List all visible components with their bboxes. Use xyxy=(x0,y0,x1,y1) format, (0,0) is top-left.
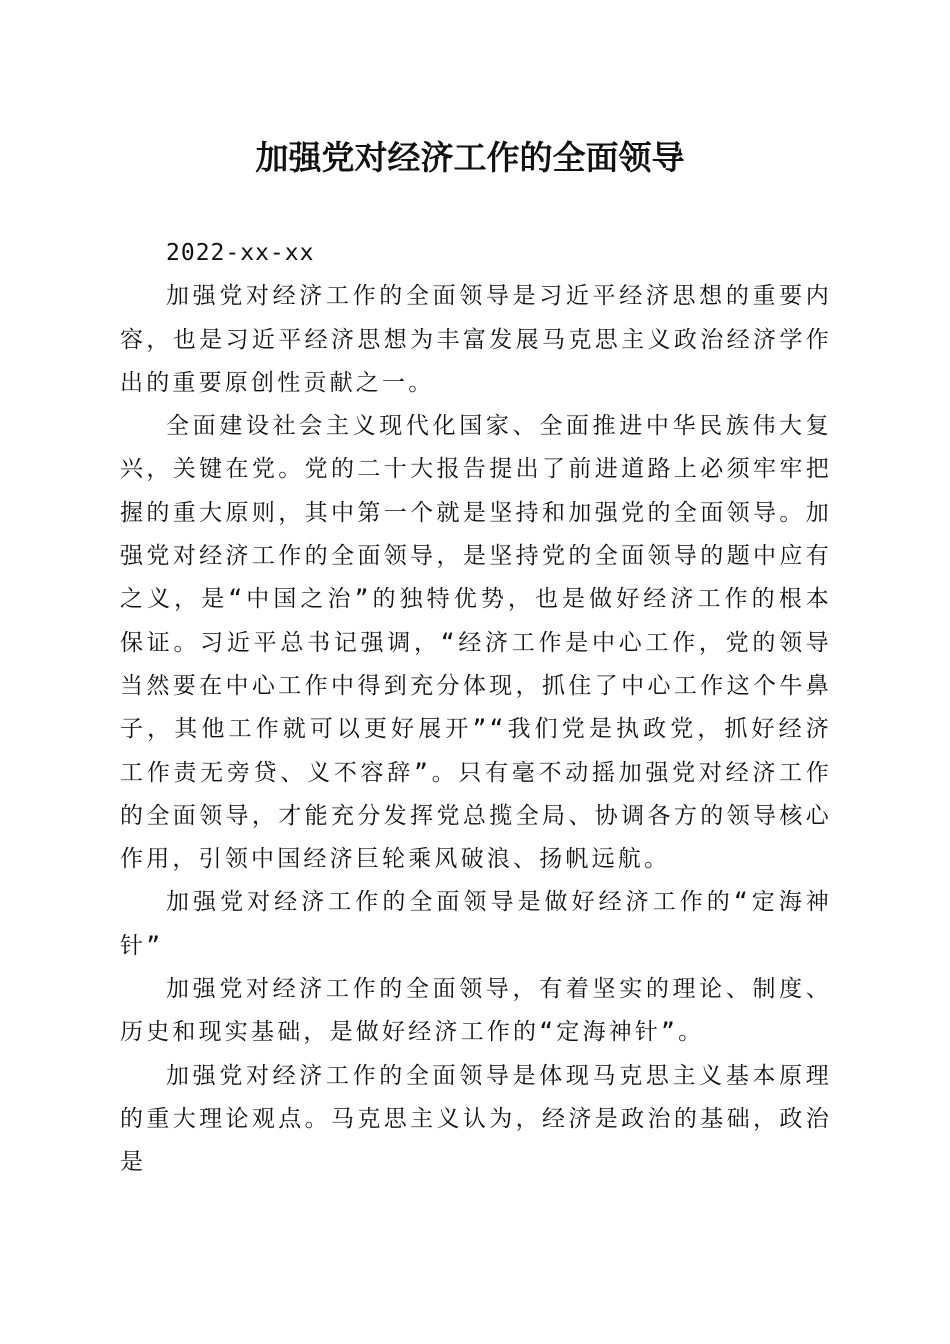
paragraph: 加强党对经济工作的全面领导是体现马克思主义基本原理的重大理论观点。马克思主义认为，经济是政治的基础，政治是 xyxy=(120,1062,832,1176)
paragraph: 加强党对经济工作的全面领导，有着坚实的理论、制度、历史和现实基础，是做好经济工作的“定海神针”。 xyxy=(120,976,832,1046)
document-title: 加强党对经济工作的全面领导 xyxy=(255,138,685,177)
document-body xyxy=(120,232,832,1185)
document-date: 2022-xx-xx xyxy=(166,240,315,266)
paragraph: 全面建设社会主义现代化国家、全面推进中华民族伟大复兴，关键在党。党的二十大报告提出了前进道路上必须牢牢把握的重大原则，其中第一个就是坚持和加强党的全面领导。加强党对经济工作的全面领导，是坚持党的全面领导的题中应有之义，是“中国之治”的独特优势，也是做好经济工作的根本保证。习近平总书记强调，“经济工作是中心工作，党的领导当然要在中心工作中得到充分体现，抓住了中心工作这个牛鼻子，其他工作就可以更好展开”“我们党是执政党，抓好经济工作责无旁贷、义不容辞”。只有毫不动摇加强党对经济工作的全面领导，才能充分发挥党总揽全局、协调各方的领导核心作用，引领中国经济巨轮乘风破浪、扬帆远航。 xyxy=(120,413,832,873)
section-heading: 加强党对经济工作的全面领导是做好经济工作的“定海神针” xyxy=(120,889,832,959)
paragraph: 加强党对经济工作的全面领导是习近平经济思想的重要内容，也是习近平经济思想为丰富发展马克思主义政治经济学作出的重要原创性贡献之一。 xyxy=(120,283,832,396)
